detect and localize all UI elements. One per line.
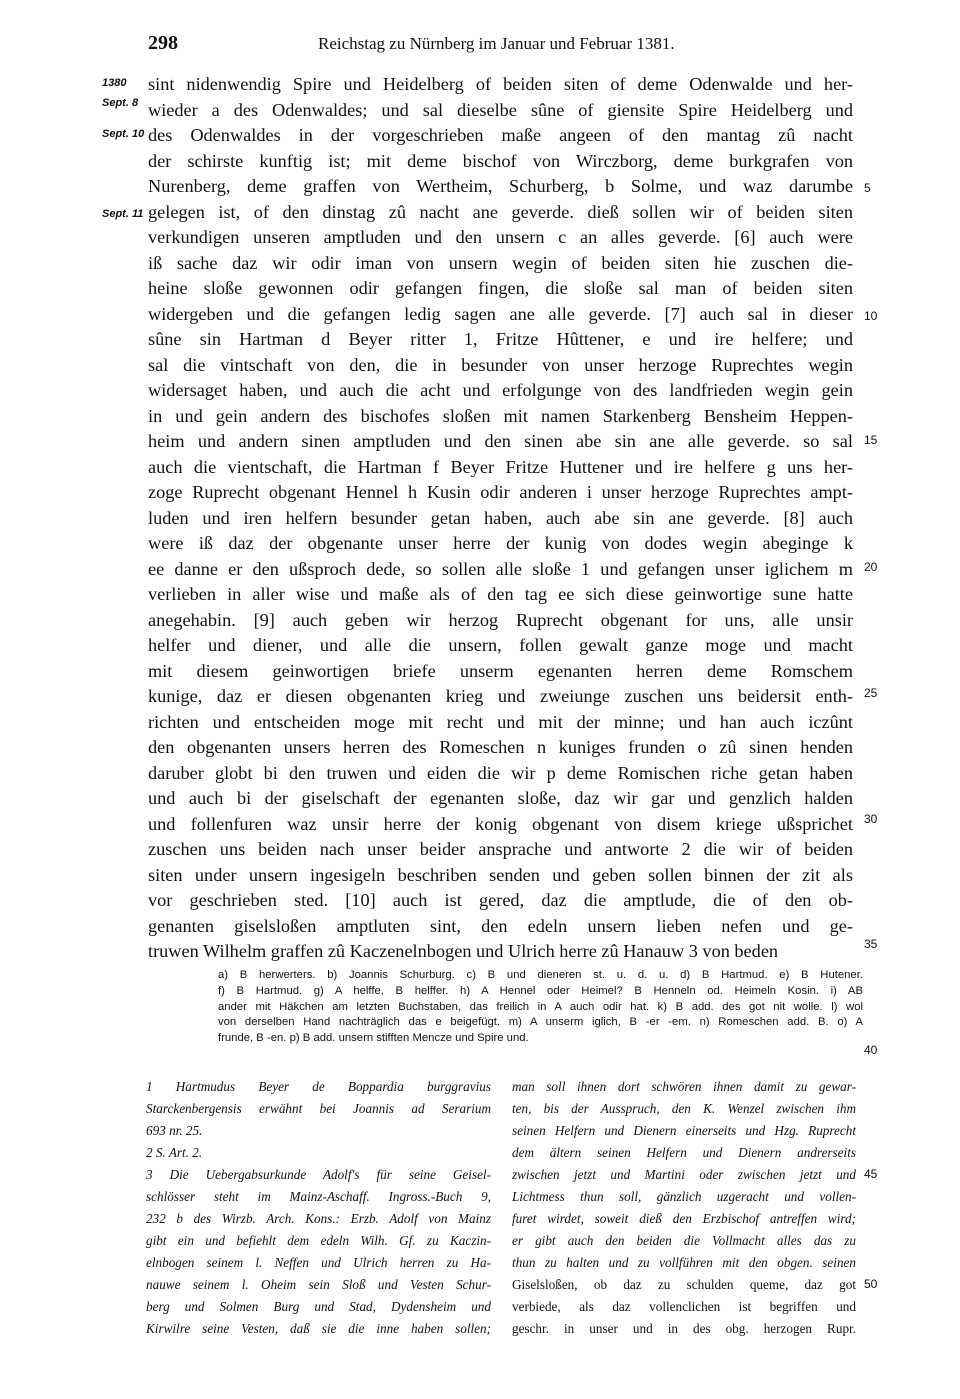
apparatus-line: f) B Hartmud. g) A helffe, B helffer. h) A Hennel oder Heimel? B Henneln od. Heimeln Kosin. i) AB (218, 984, 863, 997)
line-number: 40 (864, 1043, 878, 1057)
line-number: 15 (864, 433, 878, 447)
apparatus-line: a) B herwerters. b) Joannis Schurburg. c) B und dieneren st. u. d. u. d) B Hartmud. e) B Hutener. (218, 969, 863, 981)
footnote-line: berg und Solmen Burg und Stad, Dydensheim und (146, 1299, 491, 1314)
text-line: widersaget haben, und auch die acht und erfolgunge von des landfrieden wegin gein (148, 380, 853, 400)
apparatus-line: frunde, B -en. p) B add. unsern stifften Mencze und Spire und. (218, 1032, 529, 1045)
footnote-line: Kirwilre seine Vesten, daß sie die inne haben sollen; (146, 1321, 491, 1336)
footnote-line: Starckenbergensis erwähnt bei Joannis ad Serarium (146, 1101, 491, 1116)
footnote-line: 232 b des Wirzb. Arch. Kons.: Erzb. Adolf von Mainz (146, 1211, 491, 1226)
footnote-line: verbiede, als daz vollenclichen ist begriffen und (512, 1299, 856, 1314)
text-line: were iß daz der obgenante unser herre der kunig von dodes wegin abeginge k (148, 533, 853, 553)
text-line: zoge Ruprecht obgenant Hennel h Kusin odir anderen i unser herzoge Ruprechtes ampt- (148, 482, 853, 502)
footnote-line: er gibt auch den beiden die Vollmacht alles das zu (512, 1233, 856, 1248)
text-line: der schirste kunftig ist; mit deme bischof von Wirczborg, deme burkgrafen von (148, 150, 853, 171)
text-line: luden und iren helfern besunder getan haben, auch abe sin ane geverde. [8] auch (148, 507, 853, 528)
line-number: 45 (864, 1167, 878, 1181)
critical-apparatus (218, 968, 863, 1047)
text-line: des Odenwaldes in der vorgeschrieben maße angeen of den mantag zû nacht (148, 125, 853, 145)
apparatus-line: ander mit Häkchen am letzten Buchstaben, das freilich in A auch odir hat. k) B add. des got nit wolle. l) wol (218, 1000, 863, 1013)
text-line: zuschen uns beiden nach unser beider ansprache und antworte 2 die wir of beiden (148, 839, 853, 859)
text-line: richten und entscheiden moge mit recht und mit der minne; und han auch iczûnt (148, 711, 853, 732)
text-line: gelegen ist, of den dinstag zû nacht ane geverde. dieß sollen wir of beiden siten (148, 201, 853, 222)
text-line: anegehabin. [9] auch geben wir herzog Ruprecht obgenant for uns, alle unsir (148, 609, 853, 630)
text-line: heim und andern sinen amptluden und den sinen abe sin ane alle geverde. so sal (148, 431, 853, 451)
footnote-line: ten, bis der Ausspruch, den K. Wenzel zwischen ihm (512, 1101, 856, 1116)
line-number: 10 (864, 309, 878, 323)
line-number: 50 (864, 1277, 878, 1291)
line-number: 20 (864, 560, 878, 574)
footnote-line: gibt ein und befiehlt dem edeln Wilh. Gf. zu Kaczin- (146, 1233, 491, 1248)
margin-date: Sept. 11 (102, 208, 144, 220)
text-line: widergeben und die gefangen ledig sagen ane alle geverde. [7] auch sal in dieser (148, 303, 853, 324)
footnote-line: seinen Helfern und Dienern einerseits und Hzg. Ruprecht (512, 1123, 856, 1138)
line-number: 5 (864, 181, 871, 195)
page-header (0, 30, 960, 58)
page-number: 298 (148, 32, 178, 54)
text-line: in und gein andern des bischofes sloßen mit namen Starkenberg Bensheim Heppen- (148, 405, 853, 426)
text-line: mit diesem geinwortigen briefe unserm egenanten herren deme Romschem (148, 660, 853, 681)
text-line: daruber globt bi den truwen und eiden die wir p deme Romischen riche getan haben (148, 762, 853, 783)
footnote-line: dem ältern seinen Helfern und Dienern andrerseits (512, 1145, 856, 1160)
line-number: 35 (864, 937, 878, 951)
main-text (148, 72, 853, 965)
text-line: iß sache daz wir odir iman von unsern wegin of beiden siten hie zuschen die- (148, 252, 853, 273)
footnote-line: schlösser steht im Mainz-Aschaff. Ingross.-Buch 9, (146, 1189, 491, 1204)
text-line: vor geschrieben sted. [10] auch ist gered, daz die amptlude, die of den ob- (148, 890, 853, 910)
text-line: verkundigen unseren amptluden und den unsern c an alles geverde. [6] auch were (148, 227, 853, 247)
footnote-line: nauwe seinem l. Oheim sein Sloß und Vesten Schur- (146, 1277, 491, 1292)
text-line: genanten giselsloßen amptluten sint, den edeln unsern lieben nefen und ge- (148, 915, 853, 936)
text-line: ee danne er den ußsproch dede, so sollen alle sloße 1 und gefangen unser iglichem m (148, 558, 853, 579)
footnote-line: 693 nr. 25. (146, 1123, 203, 1138)
text-line: verlieben in aller wise und maße als of den tag ee sich diese geinwortige sune hatte (148, 584, 853, 604)
text-line: und follenfuren waz unsir herre der konig obgenant von disem kriege ußsprichet (148, 813, 853, 834)
footnote-line: 2 S. Art. 2. (146, 1145, 203, 1160)
text-line: und auch bi der giselschaft der egenanten sloße, daz wir gar und genzlich halden (148, 788, 853, 808)
margin-date: Sept. 8 (102, 97, 139, 109)
footnote-line: thun zu halten und zu vollführen mit den obgen. seinen (512, 1255, 856, 1270)
text-line: truwen Wilhelm graffen zû Kaczenelnbogen und Ulrich herre zû Hanauw 3 von beden (148, 941, 779, 961)
text-line: wieder a des Odenwaldes; und sal dieselbe sûne of giensite Spire Heidelberg und (148, 99, 853, 120)
footnote-line: 1 Hartmudus Beyer de Boppardia burggravius (146, 1079, 491, 1094)
footnote-line: man soll ihnen dort schwören ihnen damit zu gewar- (512, 1079, 856, 1094)
text-line: auch die vientschaft, die Hartman f Beyer Fritze Huttener und ire helfere g uns her- (148, 456, 853, 477)
text-line: Nurenberg, deme graffen von Wertheim, Schurberg, b Solme, und waz darumbe (148, 176, 853, 196)
text-line: heine sloße gewonnen odir gefangen fingen, die sloße sal man of beiden siten (148, 278, 853, 298)
text-line: sint nidenwendig Spire und Heidelberg of beiden siten of deme Odenwalde und her- (148, 74, 853, 94)
footnote-line: furet wirdet, soweit dieß den Erzbischof antreffen wird; (512, 1211, 856, 1226)
footnote-line: Lichtmess thun soll, gänzlich uzgeracht und vollen- (512, 1189, 856, 1204)
text-line: siten under unsern ingesigeln beschriben senden und geben sollen binnen der zit als (148, 864, 853, 885)
apparatus-line: von derselben Hand nachträglich das e beigefügt. m) A unserm iglich, B -er -em. n) Romeschen add. B. o) A (218, 1016, 863, 1029)
text-line: kunige, daz er diesen obgenanten krieg und zweiunge zuschen uns beidersit enth- (148, 686, 853, 706)
footnote-line: geschr. in unser und in des obg. herzogen Rupr. (512, 1321, 856, 1336)
footnotes-left-column (146, 1076, 491, 1340)
footnotes-right-column (512, 1076, 856, 1340)
text-line: den obgenanten unsers herren des Romeschen n kuniges frunden o zû sinen henden (148, 737, 853, 757)
margin-date: Sept. 10 (102, 128, 145, 140)
running-title: Reichstag zu Nürnberg im Januar und Februar 1381. (318, 34, 675, 53)
footnote-line: 3 Die Uebergabsurkunde Adolf's für seine Geisel- (146, 1167, 491, 1182)
margin-date: 1380 (102, 77, 127, 89)
footnote-line: Giselsloßen, ob daz zu schulden queme, daz got (512, 1277, 856, 1292)
line-number: 25 (864, 686, 878, 700)
line-number: 30 (864, 812, 878, 826)
footnote-line: elnbogen seinem l. Neffen und Ulrich herren zu Ha- (146, 1255, 491, 1270)
text-line: sûne sin Hartman d Beyer ritter 1, Fritze Hûttener, e und ire helfere; und (148, 329, 853, 349)
text-line: sal die vintschaft von den, die in besunder von unser herzoge Ruprechtes wegin (148, 354, 853, 375)
text-line: helfer und diener, und alle die unsern, follen gewalt ganze moge und macht (148, 635, 853, 655)
footnote-line: zwischen jetzt und Martini oder zwischen jetzt und (512, 1167, 856, 1182)
